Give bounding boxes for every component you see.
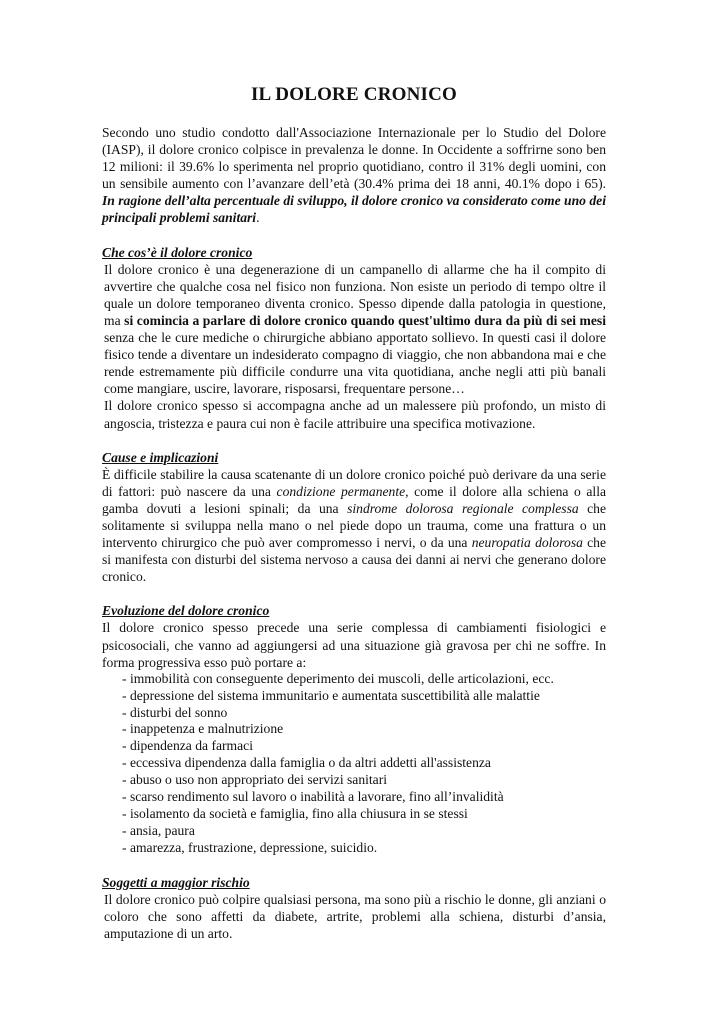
list-item: - inappetenza e malnutrizione (122, 721, 606, 738)
intro-end: . (256, 210, 260, 226)
causes-paragraph (102, 466, 606, 586)
definition-paragraph-2: Il dolore cronico spesso si accompagna anche ad un malessere più profondo, un misto di angoscia, tristezza e paura cui non è facile attribuire una specifica motivazione. (104, 398, 606, 431)
causes-text-1: È difficile stabilire la causa scatenante di un dolore cronico poiché può derivare da una serie di fattori: può nascere da una (102, 466, 606, 499)
definition-text-a: Il dolore cronico è una degenerazione di un campanello di allarme che ha il compito di avvertire che qualche cosa nel fisico non funziona. Non esiste un periodo di tempo oltre il quale un dolore temporaneo diventa cronico. Spesso dipende dalla patologia in questione, ma (104, 261, 606, 328)
definition-bold: si comincia a parlare di dolore cronico quando quest'ultimo dura da più di sei mesi (124, 312, 606, 328)
list-item: - amarezza, frustrazione, depressione, suicidio. (122, 840, 606, 857)
evolution-paragraph: Il dolore cronico spesso precede una serie complessa di cambiamenti fisiologici e psicosociali, che vanno ad aggiungersi ad una situazione già gravosa per chi ne soffre. In forma progressiva esso può portare a: (102, 620, 606, 670)
list-item: - isolamento da società e famiglia, fino alla chiusura in se stessi (122, 806, 606, 823)
causes-text-4: che si manifesta con disturbi del sistema nervoso a causa dei danni ai nervi che generano dolore cronico. (102, 535, 606, 585)
list-item: - immobilità con conseguente deperimento dei muscoli, delle articolazioni, ecc. (122, 671, 606, 688)
definition-paragraph-1 (102, 261, 606, 398)
document-page (102, 84, 606, 942)
causes-italic-2: sindrome dolorosa regionale complessa (347, 500, 579, 516)
definition-text-b: senza che le cure mediche o chirurgiche abbiano apportato sollievo. In questi casi il dolore fisico tende a diventare un indesiderato compagno di viaggio, che non abbandona mai e che rende estremamente più difficile condurre una vita quotidiana, anche negli atti più banali come mangiare, uscire, lavorare, risposarsi, frequentare persone… (104, 330, 606, 397)
list-item: - depressione del sistema immunitario e aumentata suscettibilità alle malattie (122, 688, 606, 705)
section-heading-evolution: Evoluzione del dolore cronico (102, 603, 270, 619)
list-item: - eccessiva dipendenza dalla famiglia o da altri addetti all'assistenza (122, 755, 606, 772)
list-item: - disturbi del sonno (122, 705, 606, 722)
intro-text: Secondo uno studio condotto dall'Associazione Internazionale per lo Studio del Dolore (IASP), il dolore cronico colpisce in prevalenza le donne. In Occidente a soffrirne sono ben 12 milioni: il 39.6% lo sperimenta nel proprio quotidiano, contro il 31% degli uomini, con un sensibile aumento con l’avanzare dell’età (30.4% prima dei 18 anni, 40.1% dopo i 65). (102, 125, 606, 192)
list-item: - abuso o uso non appropriato dei servizi sanitari (122, 772, 606, 789)
intro-paragraph (102, 124, 606, 227)
list-item: - dipendenza da farmaci (122, 738, 606, 755)
section-heading-risk: Soggetti a maggior rischio (102, 874, 250, 890)
intro-emphasis: In ragione dell’alta percentuale di sviluppo, il dolore cronico va considerato come uno dei principali problemi sanitari (102, 193, 606, 226)
causes-italic-1: condizione permanente (276, 483, 406, 499)
causes-text-3: che solitamente si sviluppa nella mano o nel piede dopo un trauma, come una frattura o un intervento chirurgico che può aver compromesso i nervi, o da una (102, 500, 607, 551)
document-title: IL DOLORE CRONICO (250, 84, 458, 105)
risk-paragraph: Il dolore cronico può colpire qualsiasi persona, ma sono più a rischio le donne, gli anziani o coloro che sono affetti da diabete, artrite, problemi alla schiena, disturbi d’ansia, amputazione di un arto. (104, 891, 606, 941)
section-heading-definition: Che cos’è il dolore cronico (102, 244, 253, 260)
section-heading-causes: Cause e implicazioni (102, 449, 219, 465)
causes-italic-3: neuropatia dolorosa (471, 535, 583, 551)
list-item: - ansia, paura (122, 823, 606, 840)
list-item: - scarso rendimento sul lavoro o inabilità a lavorare, fino all’invalidità (122, 789, 606, 806)
causes-text-2: , come il dolore alla schiena o alla gamba dovuti a lesioni spinali; da una (102, 483, 607, 516)
evolution-list (102, 671, 606, 857)
